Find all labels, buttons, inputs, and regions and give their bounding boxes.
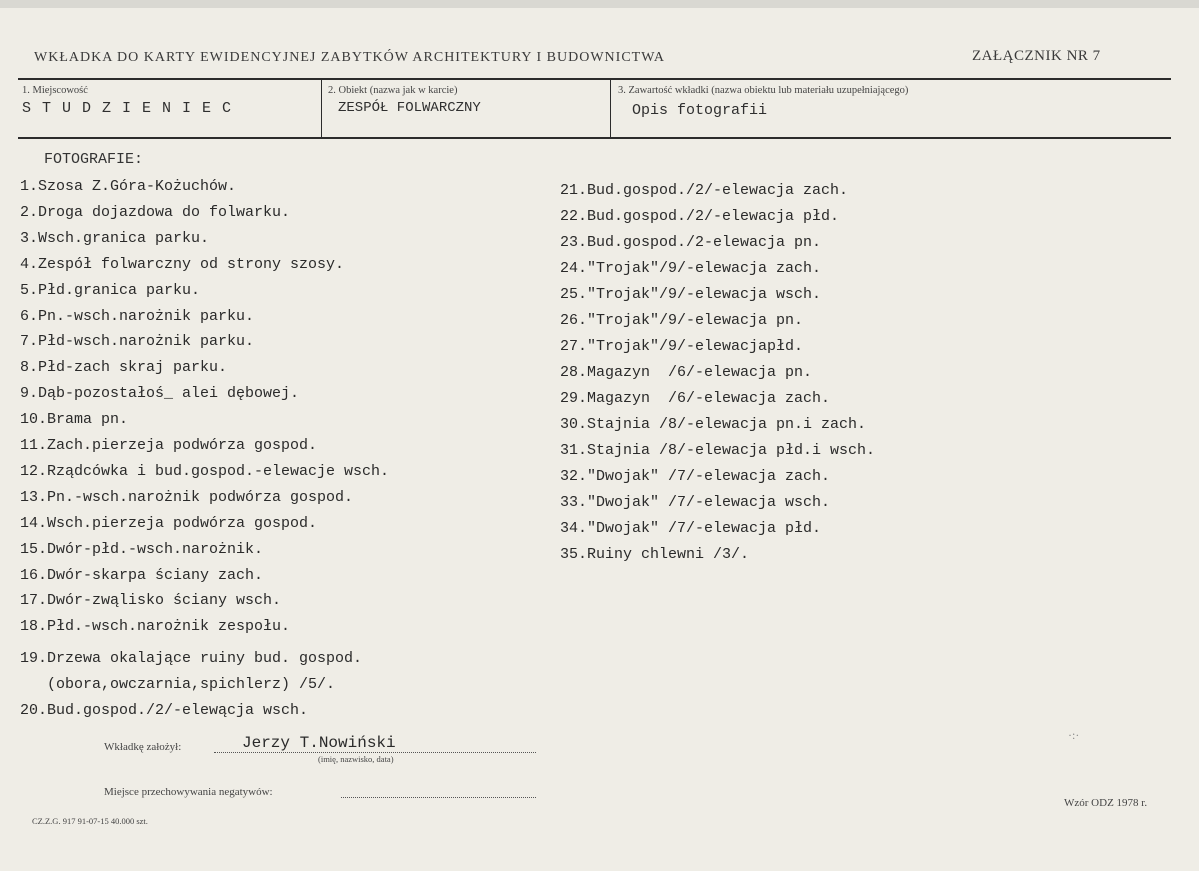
negatives-line [341,797,536,798]
form-title: WKŁADKA DO KARTY EWIDENCYJNEJ ZABYTKÓW ARCHITEKTURY I BUDOWNICTWA [34,50,665,65]
photo-list-item: 21.Bud.gospod./2/-elewacja zach. [560,182,849,199]
field-divider-2 [610,80,611,137]
photo-list-item: 11.Zach.pierzeja podwórza gospod. [20,437,318,454]
photo-list-item: 8.Płd-zach skraj parku. [20,359,228,377]
photo-list-item: 24."Trojak"/9/-elewacja zach. [560,260,822,277]
field-divider-1 [321,80,322,137]
top-edge [0,0,1199,8]
photo-list-item: 9.Dąb-pozostałoś_ alei dębowej. [20,385,300,403]
photo-list-item: (obora,owczarnia,spichlerz) /5/. [20,676,336,694]
negatives-label: Miejsce przechowywania negatywów: [104,786,273,798]
photo-list-item: 29.Magazyn /6/-elewacja zach. [560,390,831,407]
founded-line [214,752,536,753]
photo-list-item: 22.Bud.gospod./2/-elewacja płd. [560,208,840,225]
content-label: 3. Zawartość wkładki (nazwa obiektu lub materiału uzupełniającego) [618,85,909,96]
photo-list-item: 3.Wsch.granica parku. [20,229,210,247]
photo-list-item: 2.Droga dojazdowa do folwarku. [20,203,291,221]
print-code: CZ.Z.G. 917 91-07-15 40.000 szt. [32,816,148,826]
founded-hint: (imię, nazwisko, data) [318,754,394,764]
object-value: ZESPÓŁ FOLWARCZNY [338,100,481,116]
photos-heading: FOTOGRAFIE: [44,151,144,168]
founded-signature: Jerzy T.Nowiński [242,734,396,752]
photo-list-item: 16.Dwór-skarpa ściany zach. [20,566,264,584]
founded-label: Wkładkę założył: [104,741,182,753]
paper-mark: ·:· [1068,728,1080,742]
photo-list-item: 15.Dwór-płd.-wsch.narożnik. [20,540,264,558]
photo-list-item: 12.Rządcówka i bud.gospod.-elewacje wsch. [20,462,390,480]
annex-number: ZAŁĄCZNIK NR 7 [972,48,1101,64]
photo-list-item: 20.Bud.gospod./2/-elewącja wsch. [20,702,309,719]
photo-list-item: 1.Szosa Z.Góra-Kożuchów. [20,178,237,195]
photo-list-item: 13.Pn.-wsch.narożnik podwórza gospod. [20,488,354,506]
photo-list-item: 25."Trojak"/9/-elewacja wsch. [560,286,822,303]
photo-list-item: 26."Trojak"/9/-elewacja pn. [560,312,804,329]
photo-list-item: 34."Dwojak" /7/-elewacja płd. [560,520,822,537]
photo-list-item: 17.Dwór-zwąlisko ściany wsch. [20,592,282,610]
pattern-label: Wzór ODZ 1978 r. [1064,797,1148,809]
header-rule-bottom [18,137,1171,139]
place-value: S T U D Z I E N I E C [22,100,233,117]
object-label: 2. Obiekt (nazwa jak w karcie) [328,85,458,96]
content-value: Opis fotografii [632,102,768,119]
photo-list-item: 27."Trojak"/9/-elewacjapłd. [560,338,804,355]
photo-list-item: 5.Płd.granica parku. [20,281,201,299]
photo-list-item: 31.Stajnia /8/-elewacja płd.i wsch. [560,442,876,459]
photo-list-item: 35.Ruiny chlewni /3/. [560,546,750,563]
photo-list-item: 28.Magazyn /6/-elewacja pn. [560,364,813,381]
photo-list-item: 10.Brama pn. [20,411,129,429]
photo-list-item: 23.Bud.gospod./2-elewacja pn. [560,234,822,251]
photo-list-item: 14.Wsch.pierzeja podwórza gospod. [20,514,318,532]
photo-list-item: 18.Płd.-wsch.narożnik zespołu. [20,618,291,636]
photo-list-item: 30.Stajnia /8/-elewacja pn.i zach. [560,416,867,433]
photo-list-item: 4.Zespół folwarczny od strony szosy. [20,255,345,273]
photo-list-item: 6.Pn.-wsch.narożnik parku. [20,307,255,325]
photo-list-item: 7.Płd-wsch.narożnik parku. [20,333,255,351]
photo-list-item: 32."Dwojak" /7/-elewacja zach. [560,468,831,485]
photo-list-item: 19.Drzewa okalające ruiny bud. gospod. [20,650,363,668]
photo-list-item: 33."Dwojak" /7/-elewacja wsch. [560,494,831,511]
header-rule-top [18,78,1171,80]
place-label: 1. Miejscowość [22,85,88,96]
